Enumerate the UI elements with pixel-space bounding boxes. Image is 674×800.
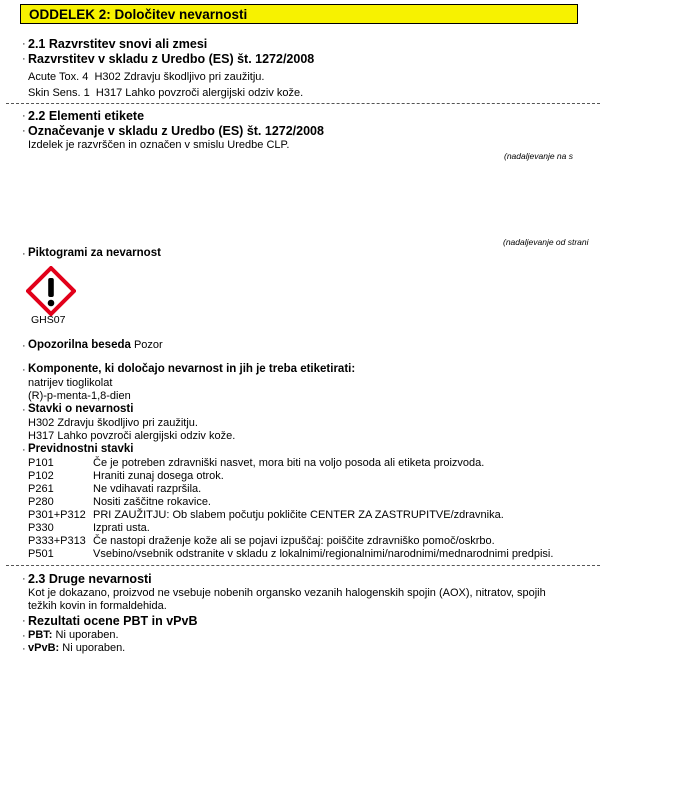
precaution-text: Izprati usta. [93, 522, 150, 534]
classification-class: Acute Tox. 4 [28, 71, 89, 83]
continued-note-top: (nadaljevanje na s [504, 151, 573, 161]
signal-word-label: Opozorilna beseda [28, 339, 131, 351]
precaution-heading: Previdnostni stavki [28, 443, 134, 455]
hazard-heading: Stavki o nevarnosti [28, 403, 134, 415]
precaution-text: Nositi zaščitne rokavice. [93, 496, 211, 508]
continued-note-from: (nadaljevanje od strani [503, 237, 589, 247]
precaution-code: P333+P313 [28, 535, 86, 547]
components-heading: Komponente, ki določajo nevarnost in jih je treba etiketirati: [28, 363, 356, 375]
classification-class: Skin Sens. 1 [28, 87, 90, 99]
bullet-dot: · [22, 444, 26, 456]
precaution-text: Če nastopi draženje kože ali se pojavi izpuščaj: poiščite zdravniško pomoč/oskrbo. [93, 535, 495, 547]
other-hazards-text: težkih kovin in formaldehida. [28, 600, 167, 612]
precaution-text: Hraniti zunaj dosega otrok. [93, 470, 224, 482]
vpvb-row [28, 642, 125, 654]
hazard-item: H317 Lahko povzroči alergijski odziv kože. [28, 430, 236, 442]
ghs07-pictogram [26, 266, 76, 316]
precaution-text: Če je potreben zdravniški nasvet, mora biti na voljo posoda ali etiketa proizvoda. [93, 457, 485, 469]
pbt-row [28, 629, 119, 641]
bullet-dot: · [22, 110, 26, 122]
ghs-code: GHS07 [31, 314, 66, 326]
heading-2-3: 2.3 Druge nevarnosti [28, 572, 152, 586]
vpvb-label: vPvB: [28, 642, 60, 654]
bullet-dot: · [22, 53, 26, 65]
classification-row [28, 71, 264, 83]
component-item: (R)-p-menta-1,8-dien [28, 390, 131, 402]
classification-row [28, 87, 303, 99]
hazard-item: H302 Zdravju škodljivo pri zaužitju. [28, 417, 198, 429]
section-divider [6, 103, 600, 104]
bullet-dot: · [22, 248, 26, 260]
signal-word-value: Pozor [133, 339, 163, 351]
pictograms-heading: Piktogrami za nevarnost [28, 247, 161, 259]
bullet-dot: · [22, 125, 26, 137]
signal-word-row [28, 339, 163, 351]
bullet-dot: · [22, 573, 26, 585]
heading-2-2: 2.2 Elementi etikete [28, 109, 145, 123]
precaution-text: Ne vdihavati razpršila. [93, 483, 202, 495]
bullet-dot: · [22, 630, 26, 642]
classification-text: H302 Zdravju škodljivo pri zaužitju. [94, 71, 265, 83]
precaution-code: P101 [28, 457, 54, 469]
pbt-label: PBT: [28, 629, 53, 641]
pbt-value: Ni uporaben. [55, 629, 119, 641]
precaution-text: Vsebino/vsebnik odstranite v skladu z lokalnimi/regionalnimi/narodnimi/mednarodnimi predpisi. [93, 548, 554, 560]
precaution-code: P102 [28, 470, 54, 482]
precaution-code: P261 [28, 483, 54, 495]
precaution-code: P301+P312 [28, 509, 86, 521]
bullet-dot: · [22, 615, 26, 627]
bullet-dot: · [22, 340, 26, 352]
subheading-classification: Razvrstitev v skladu z Uredbo (ES) št. 1272/2008 [28, 52, 315, 66]
precaution-text: PRI ZAUŽITJU: Ob slabem počutju pokličite CENTER ZA ZASTRUPITVE/zdravnika. [93, 509, 504, 521]
component-item: natrijev tioglikolat [28, 377, 113, 389]
section-divider [6, 565, 600, 566]
bullet-dot: · [22, 364, 26, 376]
precaution-code: P280 [28, 496, 54, 508]
heading-2-1: 2.1 Razvrstitev snovi ali zmesi [28, 37, 208, 51]
vpvb-value: Ni uporaben. [62, 642, 126, 654]
bullet-dot: · [22, 404, 26, 416]
subheading-labelling: Označevanje v skladu z Uredbo (ES) št. 1272/2008 [28, 124, 324, 138]
other-hazards-text: Kot je dokazano, proizvod ne vsebuje nobenih organsko vezanih halogenskih spojin (AOX), nitratov, spojih [28, 587, 546, 599]
precaution-code: P501 [28, 548, 54, 560]
bullet-dot: · [22, 38, 26, 50]
classification-text: H317 Lahko povzroči alergijski odziv kože. [95, 87, 304, 99]
exclamation-mark-icon [26, 266, 76, 316]
pbt-heading: Rezultati ocene PBT in vPvB [28, 614, 198, 628]
section-header-bar [20, 4, 578, 24]
precaution-code: P330 [28, 522, 54, 534]
bullet-dot: · [22, 643, 26, 655]
section-title: ODDELEK 2: Določitev nevarnosti [29, 7, 248, 22]
labelling-text: Izdelek je razvrščen in označen v smislu Uredbe CLP. [28, 139, 290, 151]
